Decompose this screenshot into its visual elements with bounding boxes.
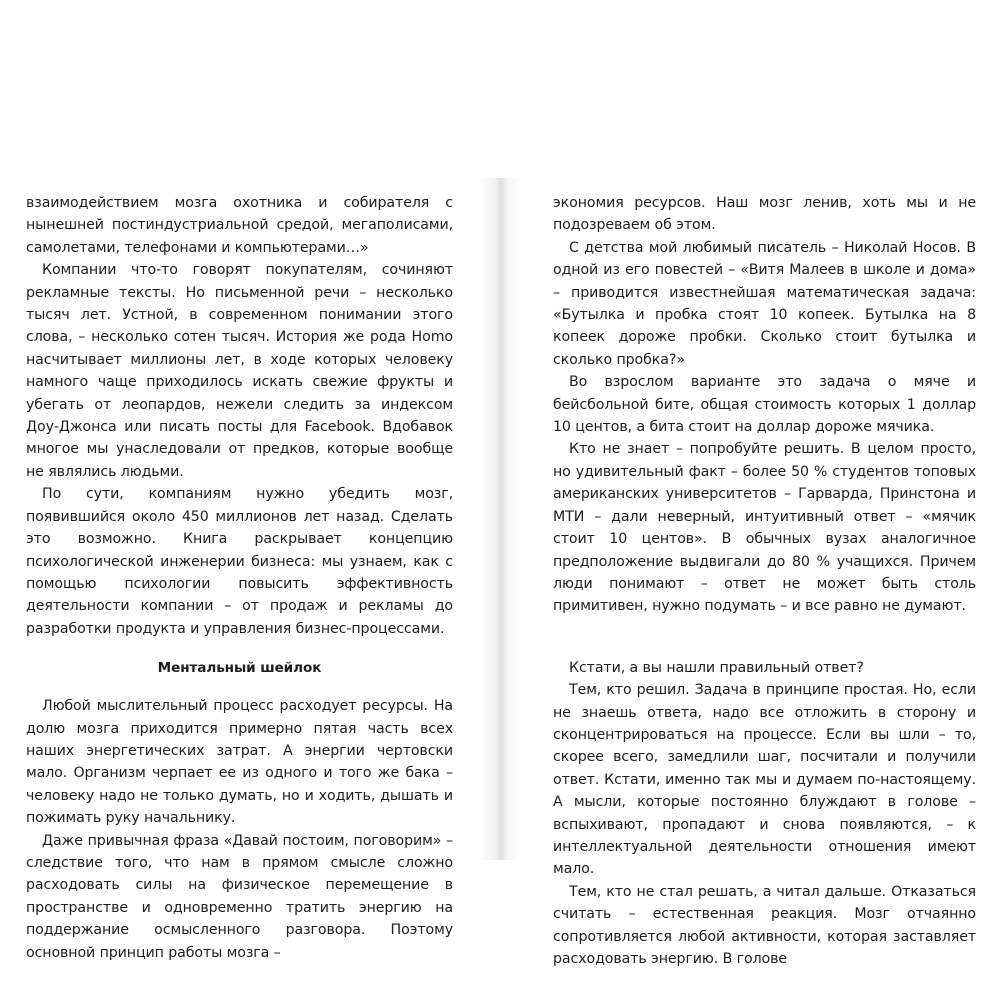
paragraph: Во взрослом варианте это задача о мяче и бейсбольной бите, общая стоимость которых 1 доллар 10 центов, а бита стоит на доллар дороже мячика. (553, 374, 976, 436)
paragraph: Тем, кто не стал решать, а читал дальше. Отказаться считать – естественная реакция. Мозг отчаянно сопротивляется любой активности, которая заставляет расходовать энергию. В голове (553, 883, 976, 967)
paragraph: взаимодействием мозга охотника и собирателя с нынешней постиндустриальной средой, мегаполисами, самолетами, телефонами и компьютерами…» (26, 195, 453, 256)
paragraph: экономия ресурсов. Наш мозг ленив, хоть мы и не подозреваем об этом. (553, 195, 976, 234)
paragraph: Любой мыслительный процесс расходует ресурсы. На долю мозга приходится примерно пятая часть всех наших энергетических затрат. А энергии чертовски мало. Организм черпает ее из одного и того же бака – человеку надо не только думать, но и ходить, дышать и пожимать руку начальнику. (26, 698, 453, 827)
paragraph: С детства мой любимый писатель – Николай Носов. В одной из его повестей – «Витя Малеев в школе и дома» – приводится известнейшая математическая задача: «Бутылка и пробка стоят 10 копеек. Бутылка на 8 копеек дороже пробки. Сколько стоит бутылка и сколько пробка?» (553, 239, 976, 368)
paragraph: По сути, компаниям нужно убедить мозг, появившийся около 450 миллионов лет назад. Сделать это возможно. Книга раскрывает концепцию психологической инженерии бизнеса: мы узнаем, как с помощью психологии повысить эффективность деятельности компании – от продаж и рекламы до разработки продукта и управления бизнес-процессами. (26, 486, 453, 637)
paragraph: Тем, кто решил. Задача в принципе простая. Но, если не знаешь ответа, надо все отложить в сторону и сконцентрироваться на процессе. Если вы шли – то, скорее всего, замедлили шаг, посчитали и получили ответ. Кстати, именно так мы и думаем по-настоящему. А мысли, которые постоянно блуждают в голове – вспыхивают, пропадают и снова появляются, – к интеллектуальной деятельности отношения имеют мало. (553, 682, 976, 878)
book-gutter-shadow (478, 178, 520, 860)
section-break (553, 618, 976, 657)
paragraph: Кстати, а вы нашли правильный ответ? (569, 659, 864, 676)
paragraph: Компании что-то говорят покупателям, сочиняют рекламные тексты. Но письменной речи – несколько тысяч лет. Устной, в современном понимании этого слова, – несколько сотен тысяч. История же рода Homo насчитывает миллионы лет, в ходе которых человеку намного чаще приходилось искать свежие фрукты и убегать от леопардов, нежели следить за индексом Доу-Джонса или писать посты для Facebook. Вдобавок многое мы унаследовали от предков, которые вообще не являлись людьми. (26, 262, 453, 480)
right-page (553, 192, 976, 970)
paragraph: Кто не знает – попробуйте решить. В целом просто, но удивительный факт – более 50 % студентов топовых американских университетов – Гарварда, Принстона и МТИ – дали неверный, интуитивный ответ – «мячик стоит 10 центов». В обычных вузах аналогичное предположение выдвигали до 80 % учащихся. Причем люди понимают – ответ не может быть столь примитивен, нужно подумать – и все равно не думают. (553, 441, 976, 615)
paragraph: Даже привычная фраза «Давай постоим, поговорим» – следствие того, что нам в прямом смысле сложно расходовать силы на физическое перемещение в пространстве и одновременно тратить энергию на поддержание осмысленного разговора. Поэтому основной принцип работы мозга – (26, 832, 453, 961)
left-page (26, 192, 453, 964)
section-heading: Ментальный шейлок (157, 660, 322, 677)
